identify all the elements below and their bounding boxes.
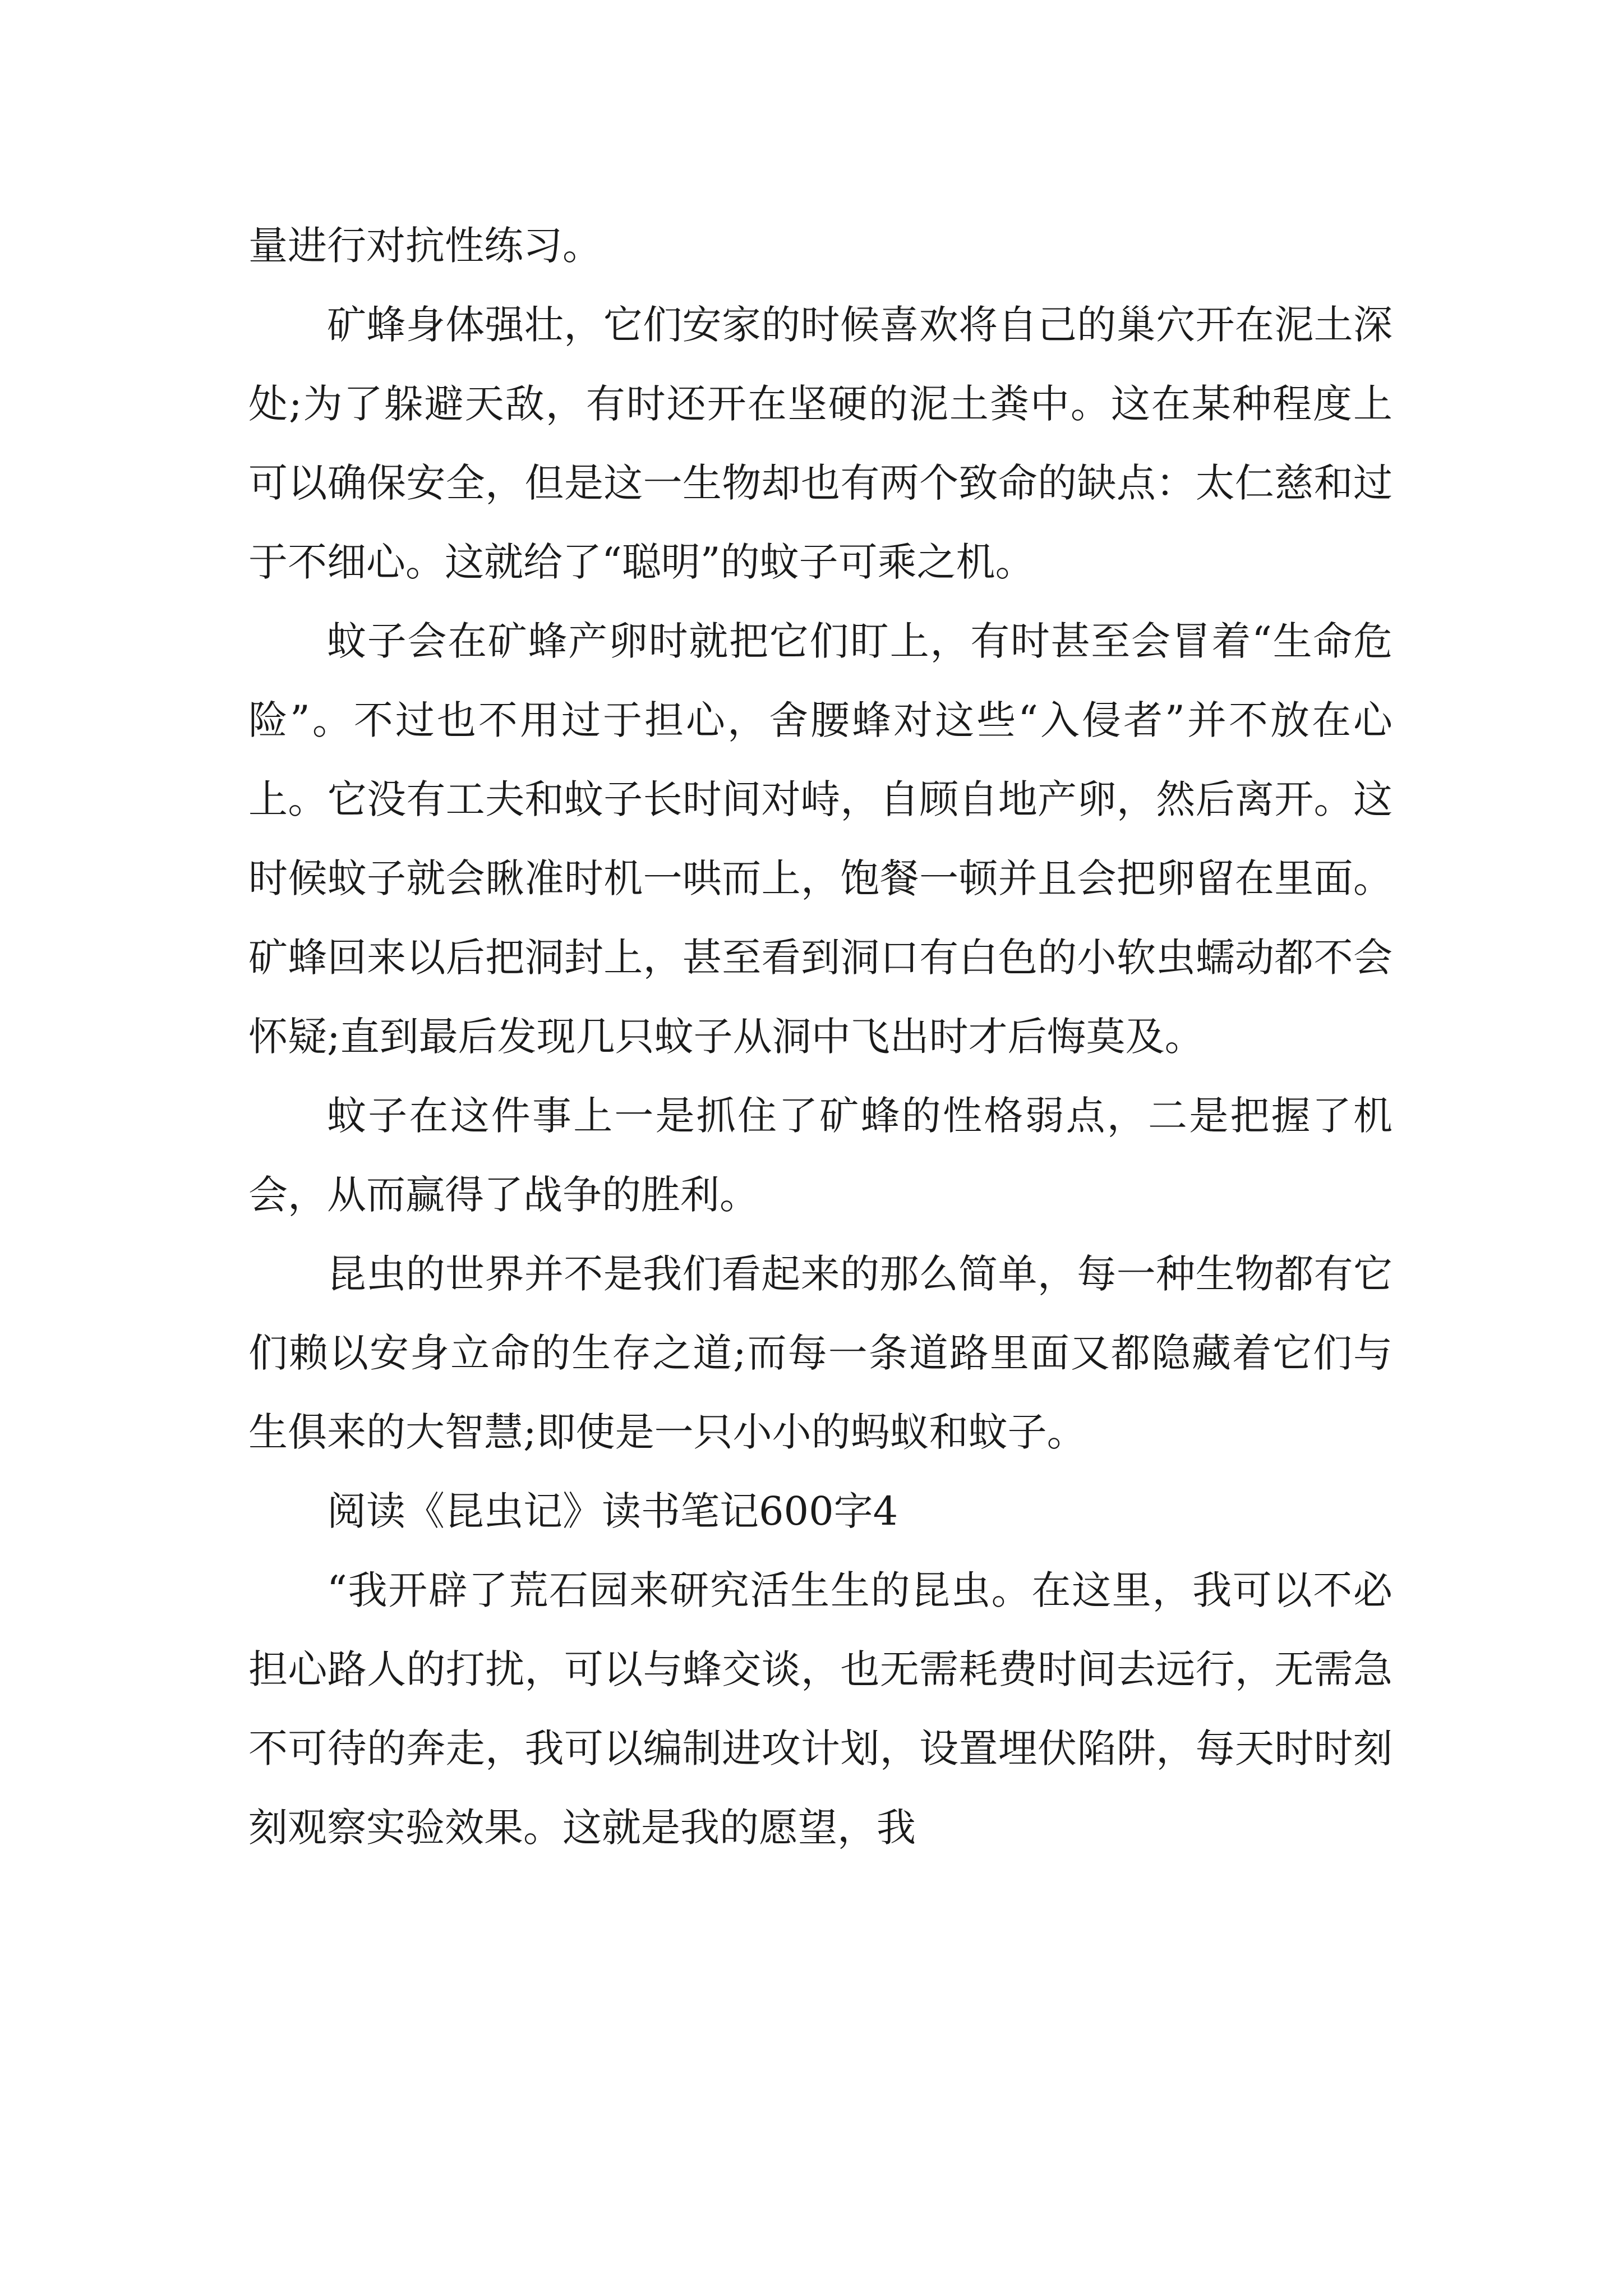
- paragraph-mosquito-attack: 蚊子会在矿蜂产卵时就把它们盯上，有时甚至会冒着“生命危险”。不过也不用过于担心，舍腰蜂对这些“入侵者”并不放在心上。它没有工夫和蚊子长时间对峙，自顾自地产卵，然后离开。这时候蚊子就会瞅准时机一哄而上，饱餐一顿并且会把卵留在里面。矿蜂回来以后把洞封上，甚至看到洞口有白色的小软虫蠕动都不会怀疑;直到最后发现几只蚊子从洞中飞出时才后悔莫及。: [248, 618, 1393, 1060]
- paragraph-continuation: 量进行对抗性练习。: [248, 223, 602, 269]
- paragraph-quote: “我开辟了荒石园来研究活生生的昆虫。在这里，我可以不必担心路人的打扰，可以与蜂交谈，也无需耗费时间去远行，无需急不可待的奔走，我可以编制进攻计划，设置埋伏陷阱，每天时时刻刻观察实验效果。这就是我的愿望，我: [248, 1567, 1393, 1851]
- document-body: [248, 206, 1393, 1867]
- paragraph-mosquito-victory: 蚊子在这件事上一是抓住了矿蜂的性格弱点，二是把握了机会，从而赢得了战争的胜利。: [248, 1093, 1393, 1218]
- paragraph-insect-world: 昆虫的世界并不是我们看起来的那么简单，每一种生物都有它们赖以安身立命的生存之道;而每一条道路里面又都隐藏着它们与生俱来的大智慧;即使是一只小小的蚂蚁和蚊子。: [248, 1251, 1393, 1455]
- section-heading: 阅读《昆虫记》读书笔记600字4: [327, 1488, 898, 1534]
- paragraph-mining-bee: 矿蜂身体强壮，它们安家的时候喜欢将自己的巢穴开在泥土深处;为了躲避天敌，有时还开在坚硬的泥土粪中。这在某种程度上可以确保安全，但是这一生物却也有两个致命的缺点：太仁慈和过于不细心。这就给了“聪明”的蚊子可乘之机。: [248, 302, 1393, 585]
